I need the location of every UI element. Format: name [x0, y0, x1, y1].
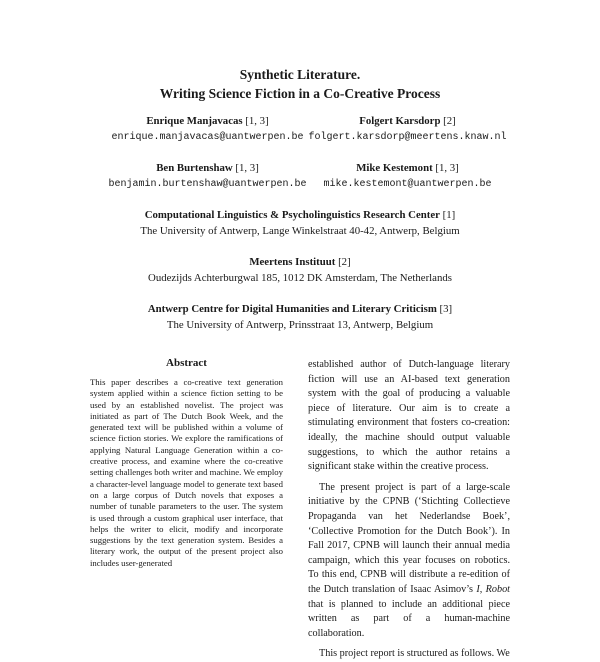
author-name: Folgert Karsdorp: [359, 115, 441, 127]
affiliation-block: [0, 255, 600, 286]
author-affil-ref: [1, 3]: [242, 115, 269, 127]
affiliation-number: [3]: [436, 303, 453, 315]
affiliation-block: [0, 302, 600, 333]
author-email: mike.kestemont@uantwerpen.be: [323, 178, 492, 190]
author-affil-ref: [2]: [440, 115, 456, 127]
title-line-1: Synthetic Literature.: [239, 67, 361, 82]
body-paragraph: established author of Dutch-language literary fiction will use an AI-based text generation system with the goal of producing a valuable piece of literature. Our aim is to create a stimulating environment that fosters co-creation: ideally, the machine should output valuable suggestions, to which the author retains a significant stake within the creative process.: [308, 359, 510, 473]
author-email: benjamin.burtenshaw@uantwerpen.be: [108, 178, 307, 190]
abstract-heading: Abstract: [166, 357, 207, 369]
abstract-text: This paper describes a co-creative text generation system applied within a science fiction setting to be used by an established novelist. The project was initiated as part of The Dutch Book Week, and the generated text will be published within a volume of science fiction stories. We explore the ramifications of applying Natural Language Generation within a co-creative process, and examine where the co-creative setting challenges both writer and machine. We employ a character-level language model to generate text based on a large corpus of Dutch novels that exposes a number of tunable parameters to the user. The system is used through a custom graphical user interface, that helps the writer to elicit, modify and incorporate suggestions by the text generation system. Besides a literary work, the output of the present project also includes user-generated: [90, 377, 283, 568]
affiliation-block: [0, 208, 600, 239]
author-block: [95, 161, 320, 192]
author-name: Mike Kestemont: [356, 162, 433, 174]
paper-title: [0, 65, 600, 103]
author-name: Enrique Manjavacas: [146, 115, 243, 127]
author-name: Ben Burtenshaw: [156, 162, 233, 174]
affiliation-address: Oudezijds Achterburgwal 185, 1012 DK Amsterdam, The Netherlands: [148, 271, 452, 284]
author-block: [300, 161, 515, 192]
affiliation-name: Meertens Instituut: [249, 256, 336, 268]
author-email: folgert.karsdorp@meertens.knaw.nl: [308, 131, 507, 143]
affiliation-address: The University of Antwerp, Lange Winkelstraat 40-42, Antwerp, Belgium: [140, 224, 460, 237]
body-paragraph: [308, 481, 510, 642]
author-email: enrique.manjavacas@uantwerpen.be: [111, 131, 304, 143]
body-column: [308, 358, 510, 662]
affiliation-name: Computational Linguistics & Psycholinguistics Research Center: [144, 209, 440, 221]
body-text: that is planned to include an additional piece written as part of a human-machine collaboration.: [308, 598, 510, 639]
affiliation-name: Antwerp Centre for Digital Humanities and Literary Criticism: [147, 303, 437, 315]
body-paragraph: This project report is structured as follows. We: [319, 648, 510, 660]
author-affil-ref: [1, 3]: [232, 162, 259, 174]
affiliation-number: [1]: [439, 209, 456, 221]
title-line-2: Writing Science Fiction in a Co-Creative Process: [159, 86, 441, 101]
author-block: [95, 114, 320, 145]
author-affil-ref: [1, 3]: [432, 162, 459, 174]
affiliation-address: The University of Antwerp, Prinsstraat 13, Antwerp, Belgium: [166, 318, 434, 331]
affiliation-number: [2]: [335, 256, 351, 268]
author-block: [300, 114, 515, 145]
book-title-italic: I, Robot: [476, 583, 511, 595]
body-text: The present project is part of a large-scale initiative by the CPNB (‘Stichting Collectieve Propaganda van het Nederlandse Boek’, ‘Collective Promotion for the Dutch Book’). In Fall 2017, CPNB will launch their annual media campaign, which this year focuses on robotics. To this end, CPNB will distribute a re-edition of the Dutch translation of Isaac Asimov’s: [308, 481, 510, 595]
